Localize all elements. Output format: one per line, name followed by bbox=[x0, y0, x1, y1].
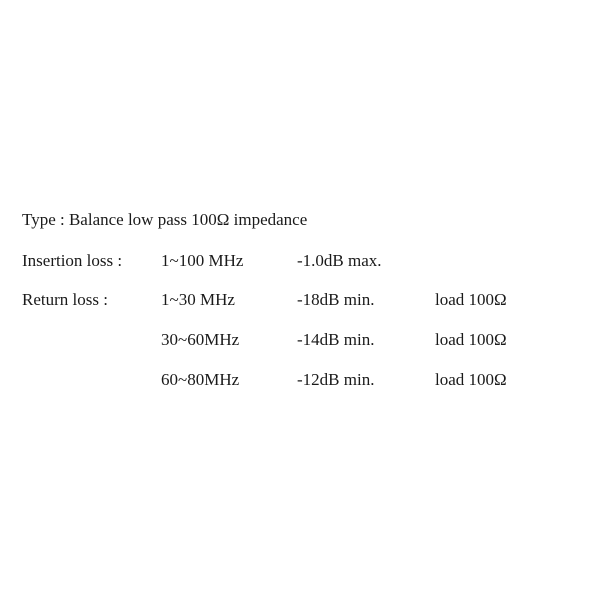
spec-label: Return loss : bbox=[22, 290, 108, 309]
loss-value: -1.0dB max. bbox=[297, 251, 382, 270]
spec-row-return-loss-2 bbox=[0, 330, 600, 350]
spec-row-return-loss bbox=[0, 290, 600, 310]
loss-value: -12dB min. bbox=[297, 370, 375, 389]
spec-label: Insertion loss : bbox=[22, 251, 123, 270]
frequency-range: 30~60MHz bbox=[161, 330, 240, 349]
load-value: load 100Ω bbox=[435, 330, 507, 349]
spec-row-insertion-loss bbox=[0, 251, 600, 271]
spec-row-return-loss-3 bbox=[0, 370, 600, 390]
loss-value: -14dB min. bbox=[297, 330, 375, 349]
loss-value: -18dB min. bbox=[297, 290, 375, 309]
frequency-range: 60~80MHz bbox=[161, 370, 240, 389]
load-value: load 100Ω bbox=[435, 290, 507, 309]
frequency-range: 1~100 MHz bbox=[161, 251, 244, 270]
frequency-range: 1~30 MHz bbox=[161, 290, 235, 309]
type-description: Type : Balance low pass 100Ω impedance bbox=[22, 210, 308, 229]
load-value: load 100Ω bbox=[435, 370, 507, 389]
